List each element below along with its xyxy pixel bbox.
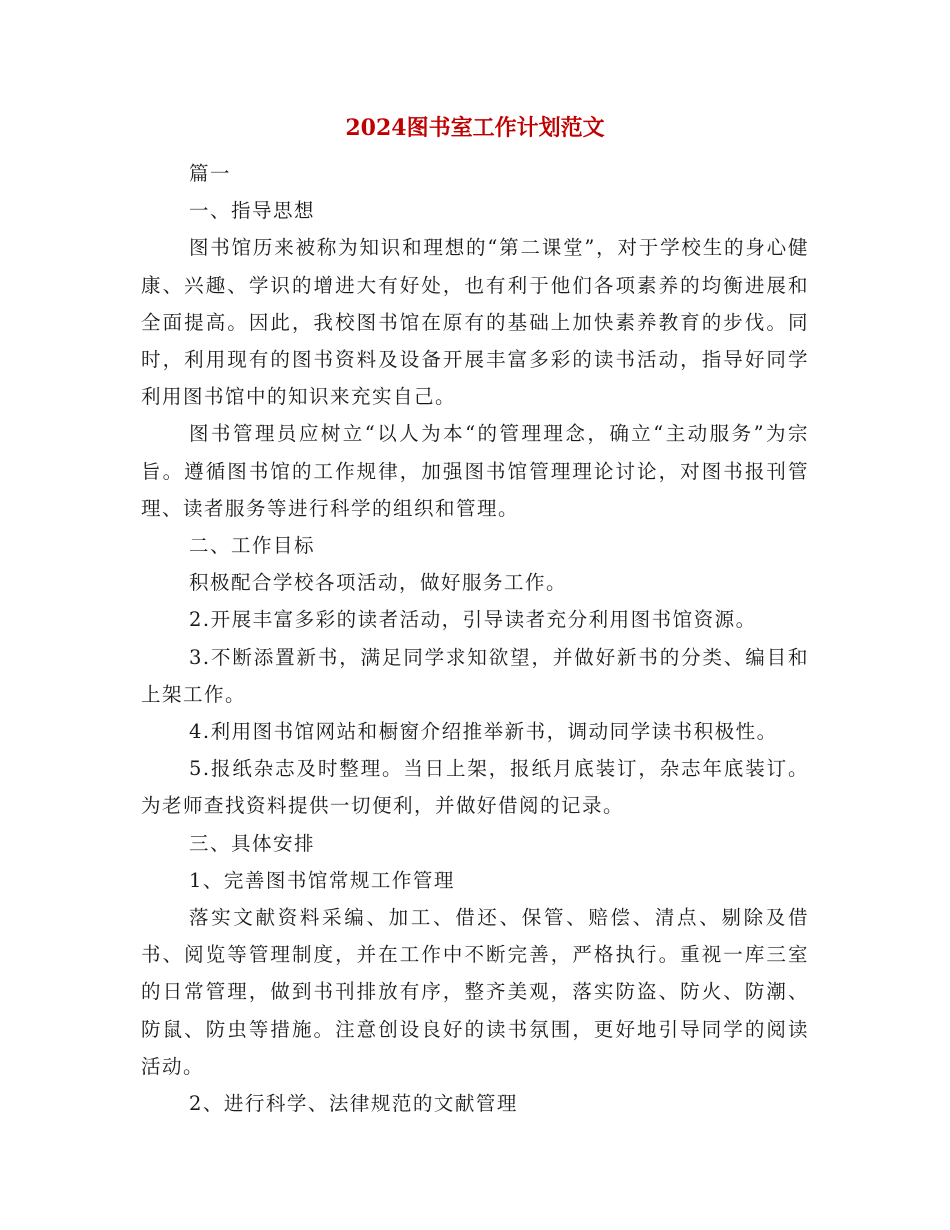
heading-guiding-ideology: 一、指导思想 bbox=[189, 199, 316, 223]
document-title: 2024图书室工作计划范文 bbox=[345, 115, 605, 141]
paragraph-management-concept: 图书管理员应树立“以人为本“的管理理念，确立“主动服务”为宗旨。遵循图书馆的工作规律，加强图书馆管理理论讨论，对图书报刊管理、读者服务等进行科学的组织和管理。 bbox=[141, 422, 809, 520]
document-body bbox=[141, 155, 809, 1122]
subheading-routine-management: 1、完善图书馆常规工作管理 bbox=[189, 868, 455, 892]
paragraph-section-label: 篇一 bbox=[189, 162, 232, 185]
paragraph-goal-2: 2.开展丰富多彩的读者活动，引导读者充分利用图书馆资源。 bbox=[189, 608, 757, 632]
paragraph-goal-4: 4.利用图书馆网站和橱窗介绍推举新书，调动同学读书积极性。 bbox=[189, 720, 778, 744]
paragraph-library-role: 图书馆历来被称为知识和理想的“第二课堂”，对于学校生的身心健康、兴趣、学识的增进大有好处，也有利于他们各项素养的均衡进展和全面提高。因此，我校图书馆在原有的基础上加快素养教育的步伐。同时，利用现有的图书资料及设备开展丰富多彩的读书活动，指导好同学利用图书馆中的知识来充实自己。 bbox=[141, 236, 809, 409]
paragraph-routine-management: 落实文献资料采编、加工、借还、保管、赔偿、清点、剔除及借书、阅览等管理制度，并在工作中不断完善，严格执行。重视一库三室的日常管理，做到书刊排放有序，整齐美观，落实防盗、防火、防潮、防鼠、防虫等措施。注意创设良好的读书氛围，更好地引导同学的阅读活动。 bbox=[141, 906, 809, 1078]
subheading-document-management: 2、进行科学、法律规范的文献管理 bbox=[189, 1092, 518, 1116]
paragraph-goal-3: 3.不断添置新书，满足同学求知欲望，并做好新书的分类、编目和上架工作。 bbox=[141, 645, 809, 706]
heading-work-goals: 二、工作目标 bbox=[189, 534, 316, 558]
paragraph-goal-1: 积极配合学校各项活动，做好服务工作。 bbox=[189, 571, 568, 595]
heading-specific-arrangements: 三、具体安排 bbox=[189, 831, 316, 855]
paragraph-goal-5: 5.报纸杂志及时整理。当日上架，报纸月底装订，杂志年底装订。为老师查找资料提供一切便利，并做好借阅的记录。 bbox=[141, 757, 809, 818]
